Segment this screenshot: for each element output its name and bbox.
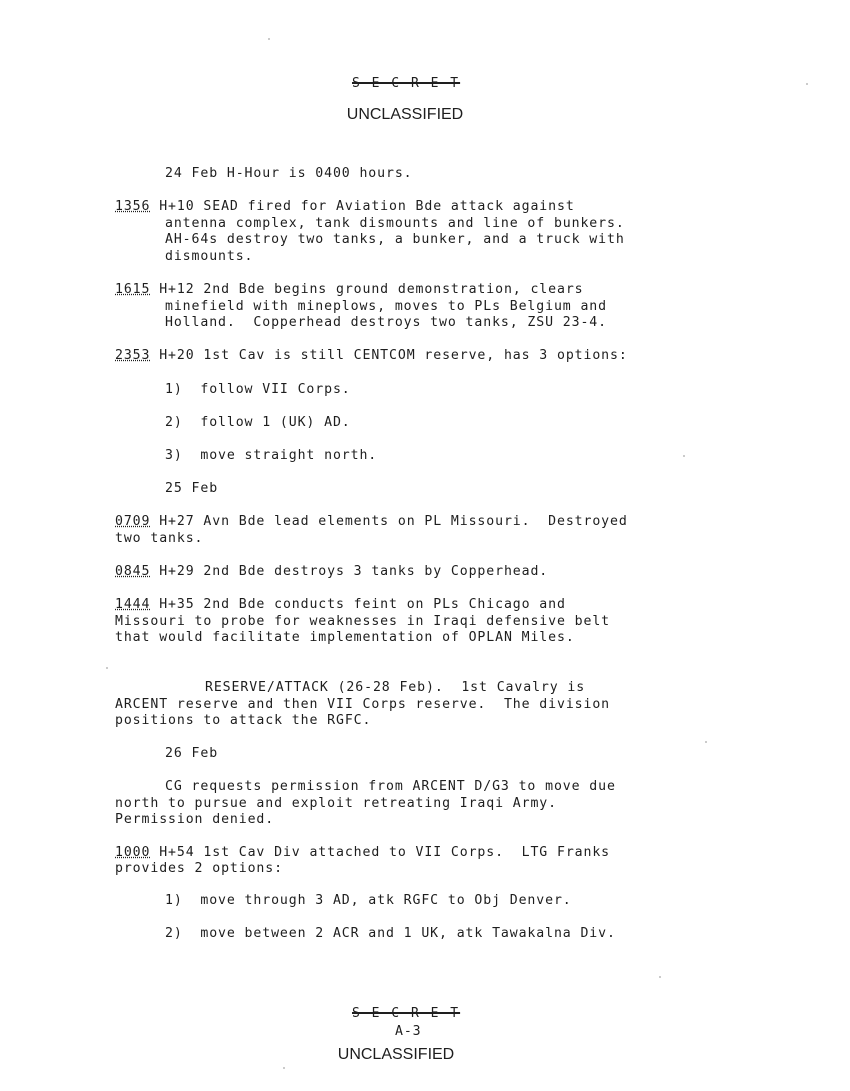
scan-speck: [283, 1067, 285, 1069]
text-line: north to pursue and exploit retreating Iraqi Army.: [115, 796, 557, 811]
text-line: antenna complex, tank dismounts and line of bunkers.: [165, 216, 625, 231]
option-line: 1) follow VII Corps.: [165, 382, 351, 397]
time-stamp: 1444: [115, 597, 151, 612]
entry-text: H+20 1st Cav is still CENTCOM reserve, has 3 options:: [150, 348, 628, 363]
time-stamp: 2353: [115, 348, 151, 363]
text-line: [115, 199, 575, 216]
option-line: 1) move through 3 AD, atk RGFC to Obj Denver.: [165, 893, 572, 908]
entry-text: H+27 Avn Bde lead elements on PL Missouri. Destroyed: [150, 514, 628, 529]
text-line: [115, 282, 584, 299]
entry-text: H+10 SEAD fired for Aviation Bde attack against: [150, 199, 575, 214]
entry-text: H+12 2nd Bde begins ground demonstration, clears: [150, 282, 584, 297]
entry-text: H+54 1st Cav Div attached to VII Corps. LTG Franks: [150, 845, 611, 860]
time-stamp: 1615: [115, 282, 151, 297]
option-line: 3) move straight north.: [165, 448, 378, 463]
text-line: [115, 564, 548, 581]
text-line: Permission denied.: [115, 812, 275, 827]
classification-footer: UNCLASSIFIED: [337, 1046, 455, 1063]
date-heading: 25 Feb: [165, 481, 219, 496]
text-line: Holland. Copperhead destroys two tanks, ZSU 23-4.: [165, 315, 607, 330]
text-line: [115, 597, 566, 614]
classification-header: UNCLASSIFIED: [346, 106, 464, 123]
text-line: [115, 348, 628, 365]
scan-speck: [106, 667, 108, 669]
text-line: ARCENT reserve and then VII Corps reserve. The division: [115, 697, 611, 712]
time-stamp: 0845: [115, 564, 151, 579]
text-line: provides 2 options:: [115, 861, 283, 876]
text-line: positions to attack the RGFC.: [115, 713, 372, 728]
text-line: AH-64s destroy two tanks, a bunker, and a truck with: [165, 232, 625, 247]
text-line: [115, 514, 628, 531]
option-line: 2) move between 2 ACR and 1 UK, atk Tawakalna Div.: [165, 926, 616, 941]
date-heading: 26 Feb: [165, 746, 219, 761]
section-heading: RESERVE/ATTACK (26-28 Feb). 1st Cavalry is: [205, 680, 586, 695]
text-line: dismounts.: [165, 249, 254, 264]
text-line: [115, 845, 610, 862]
scan-speck: [659, 976, 661, 978]
page-number: A-3: [395, 1024, 422, 1039]
struck-secret-marking-bottom: S E C R E T: [352, 1006, 461, 1021]
text-line: minefield with mineplows, moves to PLs Belgium and: [165, 299, 607, 314]
text-line: CG requests permission from ARCENT D/G3 to move due: [165, 779, 616, 794]
entry-text: H+29 2nd Bde destroys 3 tanks by Copperhead.: [150, 564, 549, 579]
option-line: 2) follow 1 (UK) AD.: [165, 415, 351, 430]
scan-speck: [806, 83, 808, 85]
text-line: two tanks.: [115, 531, 204, 546]
entry-text: H+35 2nd Bde conducts feint on PLs Chicago and: [150, 597, 566, 612]
scan-speck: [705, 741, 707, 743]
struck-secret-marking-top: S E C R E T: [352, 76, 461, 91]
time-stamp: 1000: [115, 845, 151, 860]
time-stamp: 0709: [115, 514, 151, 529]
text-line: Missouri to probe for weaknesses in Iraqi defensive belt: [115, 614, 611, 629]
text-line: 24 Feb H-Hour is 0400 hours.: [165, 166, 413, 181]
scan-speck: [268, 38, 270, 40]
scan-speck: [683, 455, 685, 457]
text-line: that would facilitate implementation of OPLAN Miles.: [115, 630, 575, 645]
time-stamp: 1356: [115, 199, 151, 214]
